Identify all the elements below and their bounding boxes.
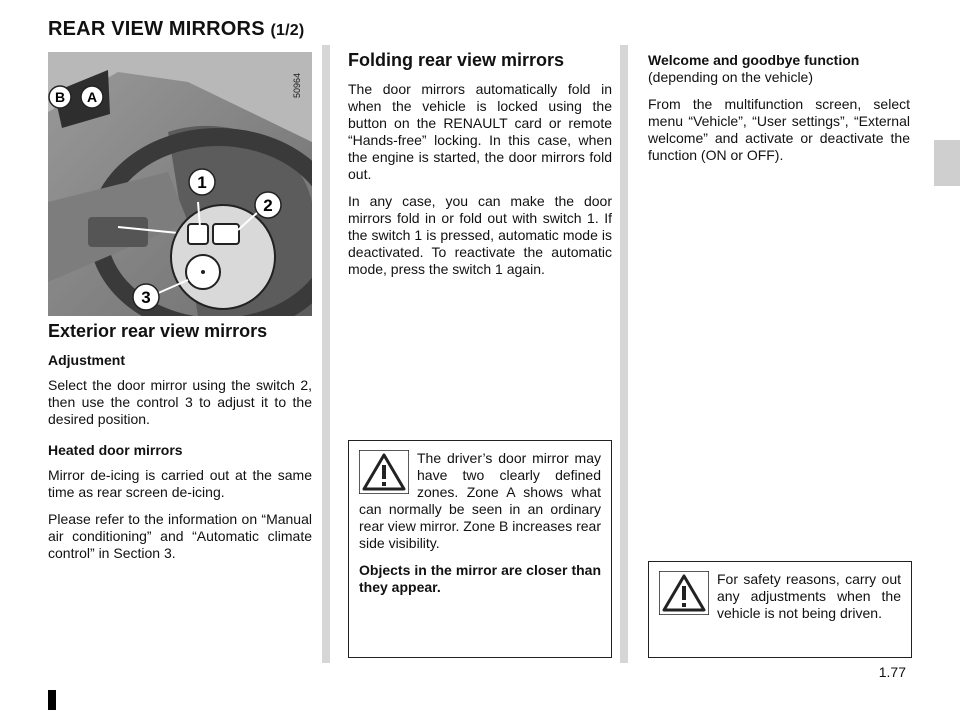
callout-3-text: 3 [141,288,151,307]
switch-2-shape [213,224,239,244]
safety-warning [648,561,912,658]
callout-1-text: 1 [197,173,207,192]
exterior-mirrors-heading: Exterior rear view mirrors [48,321,268,341]
callout-1 [189,169,215,195]
refer-text: Please refer to the information on “Manual air conditioning” and “Automatic climate control” in Section 3. [48,511,312,561]
adjustment-heading: Adjustment [48,352,125,368]
zoom-circle [171,205,275,309]
window-switch-panel [88,217,148,247]
heated-mirrors-heading: Heated door mirrors [48,442,183,458]
control-center-dot [201,270,205,274]
objects-closer-text: Objects in the mirror are closer than they appear. [359,562,601,595]
label-a [81,86,103,108]
mirror-controls-illustration [48,52,312,316]
page-title [48,18,304,41]
switch-1-shape [188,224,208,244]
welcome-goodbye-heading: Welcome and goodbye function [648,52,860,68]
label-b [49,86,71,108]
safety-warning-text: For safety reasons, carry out any adjustments when the vehicle is not being driven. [717,571,901,621]
column-1 [48,323,312,572]
section-tab [934,140,960,186]
column-3 [648,52,910,174]
label-a-text: A [86,89,98,105]
column-2 [348,52,612,288]
mirror-zones-warning [348,440,612,658]
warning-icon [359,450,409,494]
callout-2 [255,192,281,218]
folding-mirrors-heading: Folding rear view mirrors [348,50,565,70]
title-text: REAR VIEW MIRRORS [48,18,265,40]
mirror-zones-text: The driver’s door mirror may have two clearly defined zones. Zone A shows what can normally be seen in an ordinary rear view mirror. Zone B increases rear side visibility. [359,450,601,551]
warning-icon-2 [659,571,709,615]
adjustment-text: Select the door mirror using the switch 2, then use the control 3 to adjust it to the desired position. [48,377,312,427]
page-number: 1.77 [878,664,906,680]
figure-ref: 50964 [292,72,302,98]
column-divider-right [620,45,628,663]
callout-2-text: 2 [263,196,273,215]
heated-mirrors-text: Mirror de-icing is carried out at the same time as rear screen de-icing. [48,467,312,500]
illustration-svg [48,52,312,316]
folding-para-2: In any case, you can make the door mirrors fold in or fold out with switch 1. If the switch 1 is pressed, automatic mode is deactivated. To reactivate the automatic mode, press the switch 1 again. [348,193,612,277]
title-part: (1/2) [270,22,305,39]
folding-para-1: The door mirrors automatically fold in when the vehicle is locked using the button on the RENAULT card or remote “Hands-free” locking. In this case, when the engine is started, the door mirrors fold out. [348,81,612,182]
label-b-text: B [54,89,66,105]
column-divider-left [322,45,330,663]
callout-3 [133,284,159,310]
welcome-goodbye-subheading: (depending on the vehicle) [648,69,814,85]
welcome-goodbye-text: From the multifunction screen, select menu “Vehicle”, “User settings”, “External welcome” and activate or deactivate the function (ON or OFF). [648,96,910,163]
corner-mark [48,690,56,710]
